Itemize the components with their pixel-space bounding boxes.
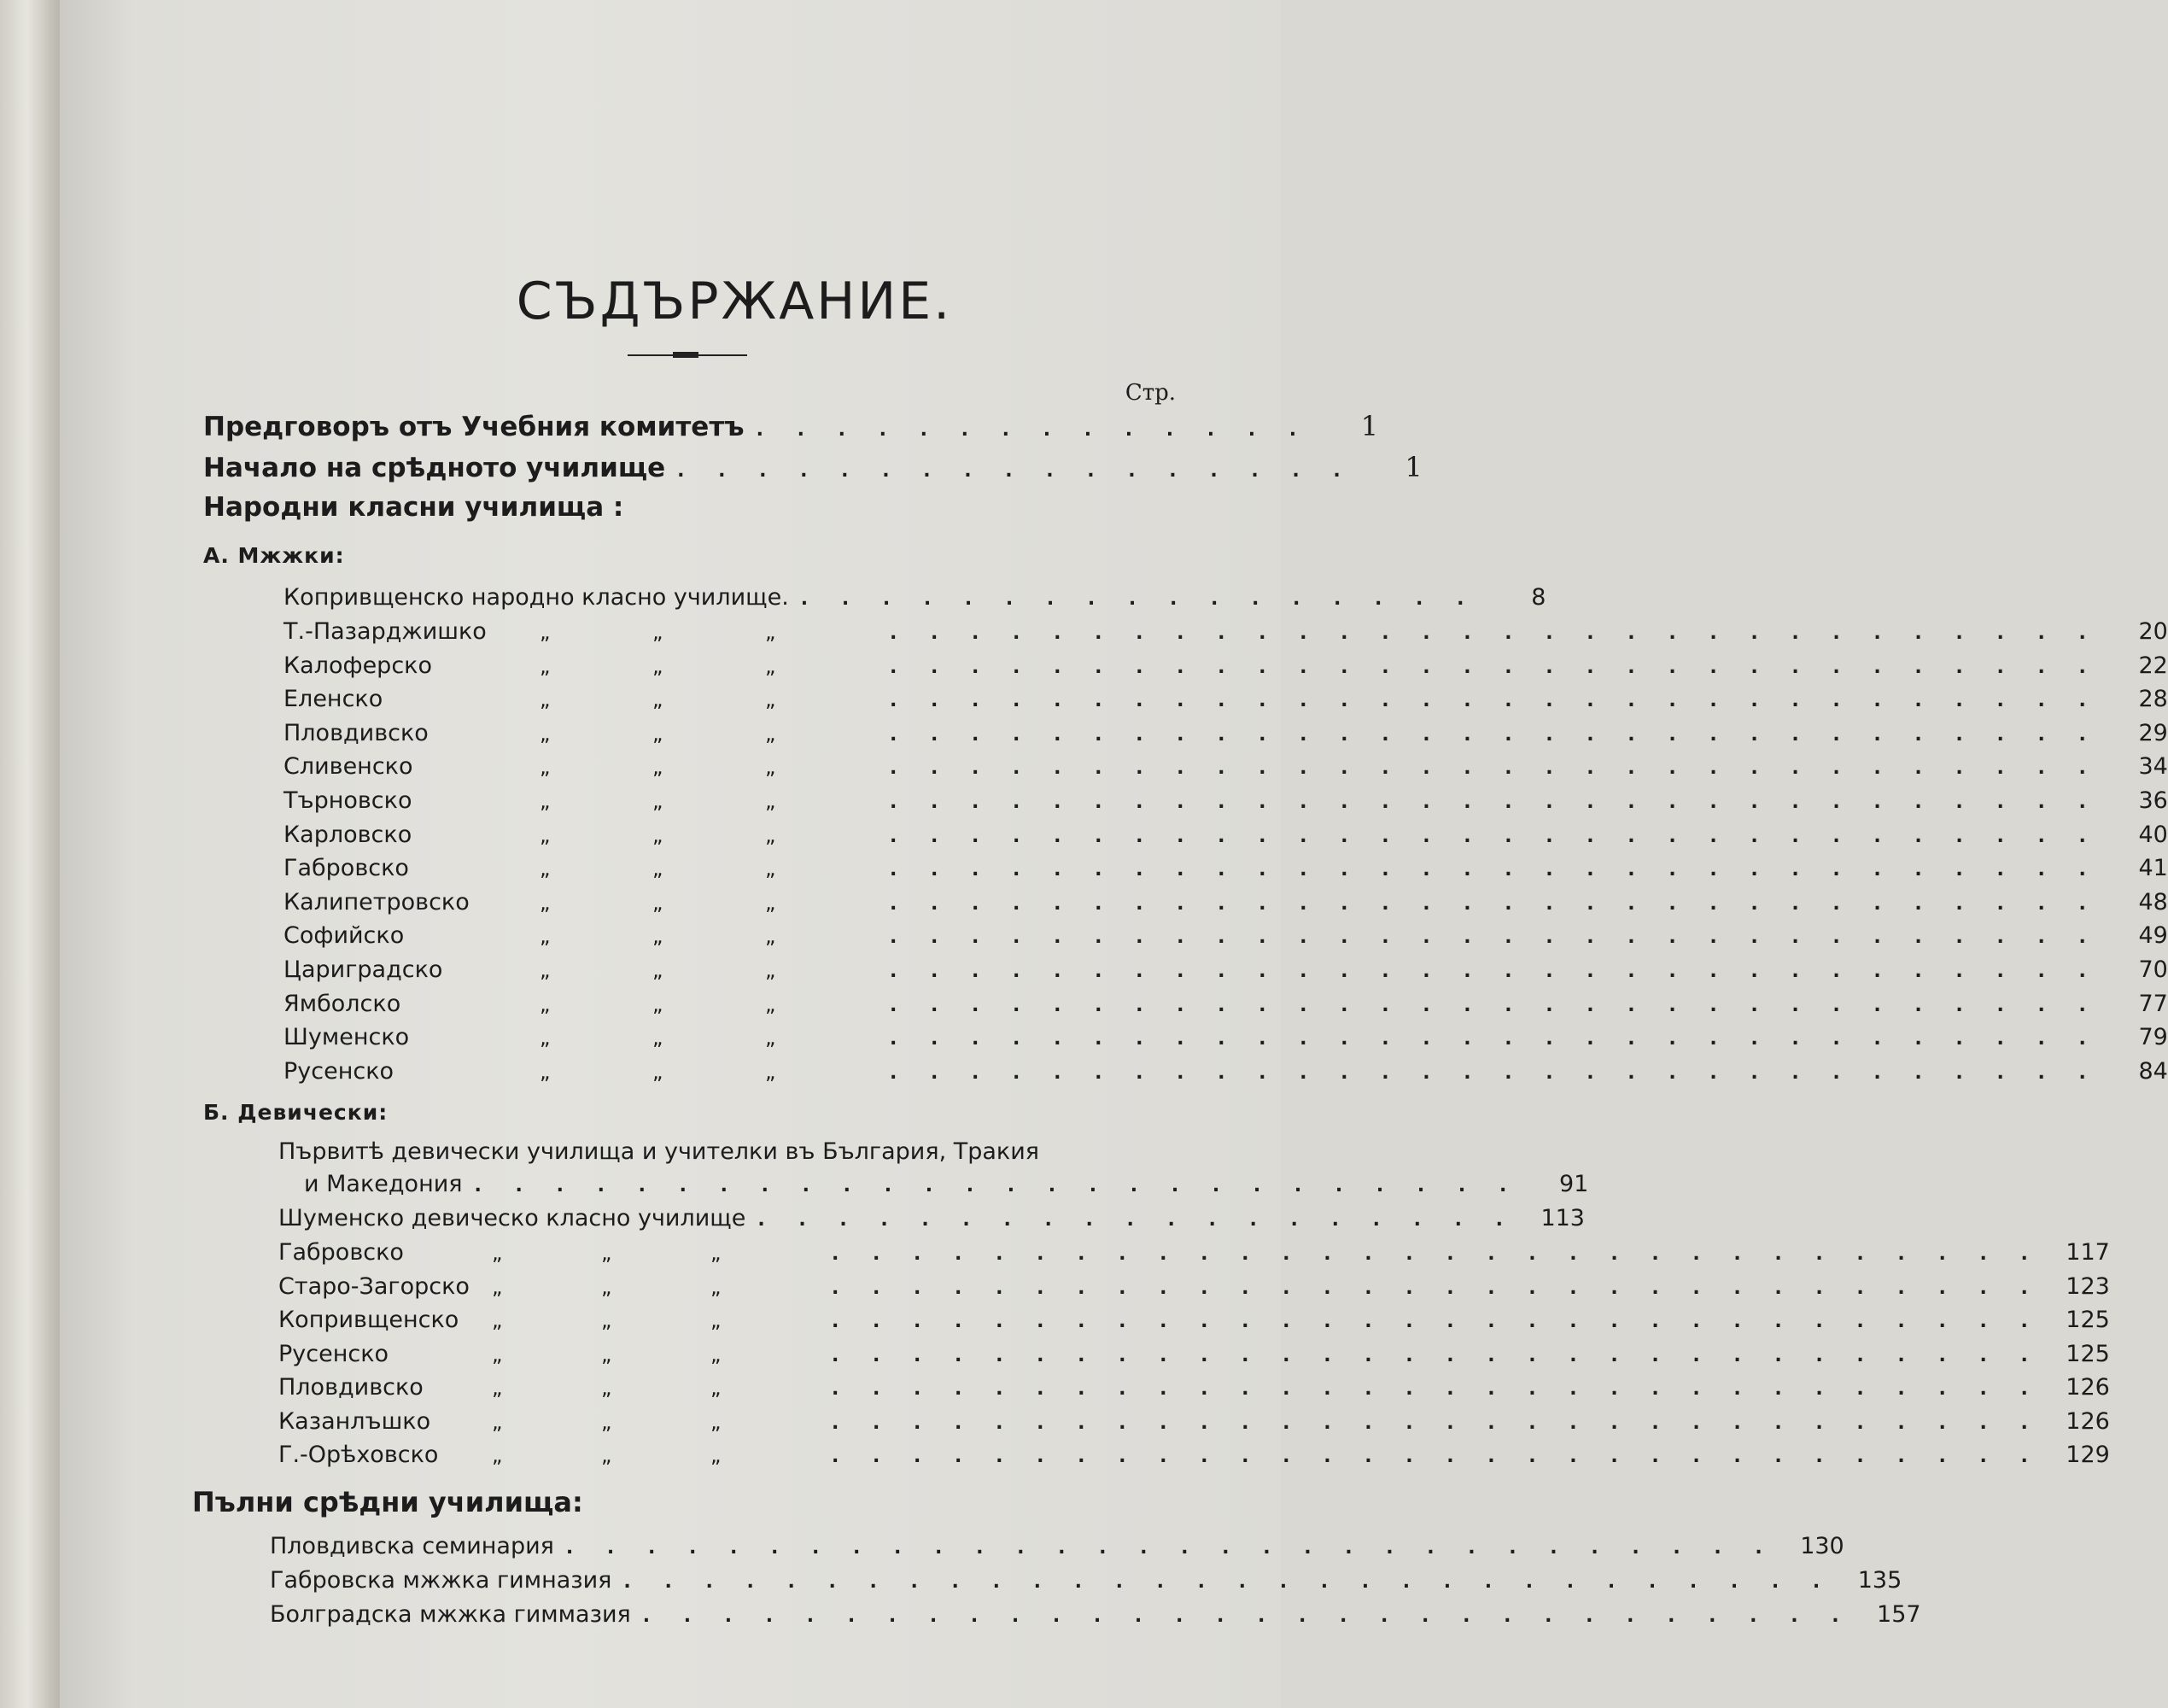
toc-entry — [283, 686, 2168, 713]
ditto-mark: „ — [492, 1376, 503, 1400]
toc-entry — [283, 584, 1546, 611]
dot-leader: . . . . . . . . . . . . . . . . . . . . . . . . . . . . . . — [832, 1277, 2042, 1299]
ditto-marks — [540, 1026, 878, 1050]
ditto-mark: „ — [540, 958, 551, 982]
toc-entry-label: Казанлъшко — [278, 1407, 431, 1435]
toc-entry-label: Еленско — [283, 686, 383, 713]
toc-entry-page: 113 — [1540, 1205, 1585, 1231]
ditto-mark: „ — [710, 1376, 722, 1400]
toc-entry — [283, 1057, 2168, 1085]
toc-entry-label: Русенско — [283, 1057, 394, 1085]
dot-leader: . . . . . . . . . . . . . . . . . . . . . . . . . . . . . . — [890, 961, 2100, 982]
toc-entry — [278, 1340, 2110, 1367]
ditto-mark: „ — [540, 687, 551, 712]
toc-entry — [283, 821, 2168, 848]
ditto-mark: „ — [710, 1308, 722, 1332]
ditto-mark: „ — [540, 1026, 551, 1050]
toc-entry-label: Габровско — [283, 855, 409, 882]
ditto-mark: „ — [652, 1059, 663, 1084]
toc-entry — [203, 451, 1423, 483]
toc-entry-page: 130 — [1800, 1533, 1844, 1559]
toc-entry-page: 29 — [2138, 719, 2168, 746]
ditto-mark: „ — [765, 1059, 776, 1084]
dot-leader: . . . . . . . . . . . . . . . . . . . . . . . . . . . . . . — [890, 1028, 2100, 1050]
toc-entry — [270, 1601, 1921, 1628]
toc-entry — [304, 1171, 1589, 1197]
toc-entry-page: 91 — [1558, 1171, 1589, 1197]
toc-entry-label: и Македония — [304, 1171, 463, 1197]
toc-entry-page: 40 — [2138, 821, 2168, 848]
ditto-mark: „ — [492, 1342, 503, 1366]
toc-entry-label: Пловдивско — [278, 1374, 424, 1401]
toc-entry — [283, 855, 2168, 882]
toc-entry — [283, 990, 2168, 1017]
toc-entry-label: Карловско — [283, 821, 412, 848]
dot-leader: . . . . . . . . . . . . . . . . . . . . . . . . . . . . . . — [890, 994, 2100, 1016]
toc-entry-page: 123 — [2066, 1272, 2110, 1300]
ditto-mark: „ — [652, 958, 663, 982]
ditto-mark: „ — [540, 890, 551, 915]
ditto-mark: „ — [710, 1443, 722, 1467]
ditto-mark: „ — [710, 1241, 722, 1265]
toc-entry — [270, 1567, 1902, 1594]
toc-entry-line — [278, 1138, 1177, 1165]
ditto-marks — [492, 1342, 820, 1366]
toc-entry-label: Търновско — [283, 787, 412, 814]
toc-entry — [283, 787, 2168, 814]
toc-entry — [283, 1024, 2168, 1051]
ditto-mark: „ — [765, 991, 776, 1016]
ditto-mark: „ — [765, 620, 776, 644]
dot-leader: . . . . . . . . . . . . . . . . . . . . . . . . . . . . . . — [890, 825, 2100, 847]
toc-entry-label: Г.-Орѣховско — [278, 1442, 439, 1468]
toc-entry — [270, 1533, 1844, 1559]
toc-entry-label: Ямболско — [283, 990, 401, 1017]
ditto-marks — [540, 620, 878, 644]
section-heading — [203, 1100, 388, 1125]
title-divider-mark — [673, 352, 698, 358]
toc-entry-page: 8 — [1531, 584, 1546, 611]
toc-entry-label: Начало на срѣдното училище — [203, 453, 666, 483]
toc-entry-label: Старо-Загорско — [278, 1272, 470, 1300]
toc-entry-page: 70 — [2138, 956, 2168, 983]
ditto-marks — [540, 1060, 878, 1084]
section-heading-label: Б. Девически: — [203, 1100, 389, 1125]
ditto-mark: „ — [765, 958, 776, 982]
toc-entry-page: 125 — [2066, 1307, 2110, 1333]
ditto-mark: „ — [652, 687, 663, 712]
ditto-mark: „ — [601, 1409, 612, 1434]
ditto-marks — [492, 1376, 820, 1400]
ditto-mark: „ — [652, 789, 663, 813]
toc-entry-label: Шуменско девическо класно училище — [278, 1205, 746, 1231]
toc-entry-label: Калипетровско — [283, 888, 470, 915]
toc-entry-page: 126 — [2066, 1407, 2110, 1435]
ditto-mark: „ — [765, 857, 776, 881]
ditto-marks — [540, 823, 878, 847]
toc-entry-label: Шуменско — [283, 1024, 410, 1051]
toc-entry — [283, 888, 2168, 915]
ditto-mark: „ — [492, 1274, 503, 1299]
dot-leader: . . . . . . . . . . . . . . . . . . . . . . . . . . . . . . — [890, 1062, 2100, 1084]
toc-entry — [283, 618, 2168, 645]
toc-entry — [283, 922, 2168, 950]
toc-entry-page: 28 — [2138, 686, 2168, 713]
toc-entry-label: Пловдивско — [283, 719, 429, 746]
toc-entry-page: 129 — [2066, 1442, 2110, 1468]
ditto-mark: „ — [765, 687, 776, 712]
toc-entry-label: Цариградско — [283, 956, 443, 983]
ditto-mark: „ — [652, 924, 663, 949]
toc-entry-page: 126 — [2066, 1374, 2110, 1401]
ditto-mark: „ — [765, 721, 776, 746]
ditto-mark: „ — [492, 1409, 503, 1434]
ditto-mark: „ — [601, 1376, 612, 1400]
page-column-header: Стр. — [1125, 380, 1176, 406]
toc-entry-label: Т.-Пазарджишко — [283, 618, 487, 645]
ditto-mark: „ — [540, 924, 551, 949]
toc-entry — [283, 956, 2168, 983]
ditto-marks — [492, 1275, 820, 1299]
ditto-marks — [540, 891, 878, 915]
dot-leader: . . . . . . . . . . . . . . . . . . . . . . . . . . . . . . — [642, 1606, 1853, 1627]
ditto-marks — [540, 992, 878, 1016]
ditto-marks — [540, 687, 878, 711]
dot-leader: . . . . . . . . . . . . . . . . . . . . . . . . . . . . . . — [832, 1243, 2042, 1265]
section-heading-label: Пълни срѣдни училища: — [192, 1486, 583, 1518]
ditto-mark: „ — [540, 1059, 551, 1084]
toc-entry — [278, 1307, 2110, 1333]
ditto-mark: „ — [492, 1241, 503, 1265]
section-heading-label: А. Мжжки: — [203, 543, 345, 568]
ditto-mark: „ — [492, 1308, 503, 1332]
dot-leader: . . . . . . . . . . . . . . . . . . . . . . . . . . . . . . — [890, 723, 2100, 746]
ditto-mark: „ — [765, 755, 776, 780]
dot-leader: . . . . . . . . . . . . . . . . . . . . . . . . . . . . . . — [890, 656, 2100, 678]
toc-entry-page: 1 — [1360, 410, 1379, 442]
ditto-mark: „ — [601, 1443, 612, 1467]
ditto-mark: „ — [765, 1026, 776, 1050]
page-title: СЪДЪРЖАНИЕ. — [516, 272, 953, 331]
ditto-mark: „ — [540, 789, 551, 813]
ditto-mark: „ — [765, 822, 776, 847]
dot-leader: . . . . . . . . . . . . . . . . . . . . . . . . . . . . . . — [565, 1537, 1776, 1559]
dot-leader: . . . . . . . . . . . . . . . . . . . . . . . . . . . . . . — [832, 1311, 2042, 1332]
dot-leader: . . . . . . . . . . . . . . . . . . . . . . . . . . . . . . — [832, 1378, 2042, 1400]
toc-entry-label: Пловдивска семинария — [270, 1533, 554, 1559]
ditto-mark: „ — [652, 991, 663, 1016]
dot-leader: . . . . . . . . . . . . . . . . . . . . . . . . . . . . . . — [890, 623, 2100, 644]
ditto-marks — [540, 857, 878, 880]
toc-entry-label: Копривщенско народно класно училище. — [283, 584, 789, 611]
dot-leader: . . . . . . . . . . . . . . . . . . . . . . . . . . . . . . — [890, 792, 2100, 813]
toc-entry-page: 20 — [2138, 618, 2168, 645]
toc-entry — [278, 1374, 2110, 1401]
ditto-mark: „ — [765, 924, 776, 949]
ditto-mark: „ — [652, 653, 663, 678]
toc-entry-label: Копривщенско — [278, 1307, 459, 1333]
dot-leader: . . . . . . . . . . . . . . . . . . . . . . . . . . . . . . — [890, 892, 2100, 915]
ditto-mark: „ — [601, 1308, 612, 1332]
section-heading — [203, 543, 345, 568]
ditto-mark: „ — [540, 991, 551, 1016]
toc-entry-page: 79 — [2138, 1024, 2168, 1051]
ditto-mark: „ — [601, 1274, 612, 1299]
ditto-mark: „ — [540, 755, 551, 780]
toc-entry-label: Габровско — [278, 1239, 404, 1266]
toc-entry — [278, 1442, 2110, 1468]
toc-entry-page: 34 — [2138, 753, 2168, 781]
dot-leader: . . . . . . . . . . . . . . . . . . . . . . . . . . . . . . — [890, 859, 2100, 881]
ditto-marks — [540, 755, 878, 779]
ditto-mark: „ — [652, 822, 663, 847]
ditto-mark: „ — [652, 620, 663, 644]
toc-entry-page: 117 — [2066, 1239, 2110, 1266]
toc-entry-label: Русенско — [278, 1340, 389, 1367]
ditto-mark: „ — [652, 755, 663, 780]
toc-entry-page: 135 — [1857, 1567, 1902, 1594]
ditto-mark: „ — [601, 1342, 612, 1366]
dot-leader: . . . . . . . . . . . . . . . . . . . — [757, 1209, 1516, 1231]
toc-entry-label: Габровска мжжка гимназия — [270, 1567, 612, 1594]
dot-leader: . . . . . . . . . . . . . . . . . . . . . . . . . . . . . . — [832, 1344, 2042, 1366]
ditto-mark: „ — [652, 1026, 663, 1050]
toc-entry — [203, 410, 1379, 442]
dot-leader: . . . . . . . . . . . . . . . . . . . . . . . . . . . . . . — [623, 1571, 1834, 1593]
toc-entry-label: Предговоръ отъ Учебния комитетъ — [203, 412, 745, 442]
ditto-mark: „ — [710, 1342, 722, 1366]
dot-leader: . . . . . . . . . . . . . . . . . . . . . . . . . . . . . . — [832, 1446, 2042, 1467]
toc-entry-page: 22 — [2138, 652, 2168, 679]
toc-entry-page: 49 — [2138, 922, 2168, 950]
toc-entry-label: Софийско — [283, 922, 405, 950]
ditto-mark: „ — [492, 1443, 503, 1467]
ditto-marks — [492, 1443, 820, 1467]
ditto-mark: „ — [540, 653, 551, 678]
toc-entry-page: 125 — [2066, 1340, 2110, 1367]
dot-leader: . . . . . . . . . . . . . . . . . . . . . . . . . . . . . . — [832, 1412, 2042, 1434]
ditto-marks — [540, 722, 878, 746]
toc-entry — [278, 1407, 2110, 1435]
ditto-mark: „ — [710, 1409, 722, 1434]
ditto-mark: „ — [765, 890, 776, 915]
dot-leader: . . . . . . . . . . . . . . . . . — [800, 588, 1478, 610]
dot-leader: . . . . . . . . . . . . . . . . . — [677, 460, 1354, 482]
ditto-mark: „ — [652, 890, 663, 915]
ditto-mark: „ — [540, 822, 551, 847]
toc-heading — [203, 492, 1178, 523]
dot-leader: . . . . . . . . . . . . . . . . . . . . . . . . . . — [474, 1175, 1521, 1196]
toc-entry-page: 157 — [1877, 1601, 1921, 1628]
toc-entry — [278, 1239, 2110, 1266]
toc-entry — [278, 1272, 2110, 1300]
toc-entry-label: Болградска мжжка гиммазия — [270, 1601, 631, 1628]
toc-entry — [283, 753, 2168, 781]
ditto-mark: „ — [710, 1274, 722, 1299]
ditto-mark: „ — [652, 721, 663, 746]
ditto-marks — [540, 789, 878, 813]
toc-entry-page: 41 — [2138, 855, 2168, 882]
toc-entry-label: Калоферско — [283, 652, 432, 679]
dot-leader: . . . . . . . . . . . . . . — [756, 419, 1311, 441]
toc-entry-page: 77 — [2138, 990, 2168, 1017]
toc-entry — [283, 719, 2168, 746]
toc-heading-label: Народни класни училища : — [203, 492, 624, 523]
toc-entry-label: Първитѣ девически училища и учителки въ България, Тракия — [278, 1138, 1040, 1165]
ditto-mark: „ — [601, 1241, 612, 1265]
ditto-mark: „ — [765, 789, 776, 813]
book-binding — [0, 0, 60, 1708]
ditto-mark: „ — [540, 857, 551, 881]
toc-entry-page: 36 — [2138, 787, 2168, 814]
dot-leader: . . . . . . . . . . . . . . . . . . . . . . . . . . . . . . — [890, 757, 2100, 780]
ditto-marks — [540, 654, 878, 678]
toc-entry — [283, 652, 2168, 679]
ditto-mark: „ — [540, 620, 551, 644]
toc-entry-page: 48 — [2138, 888, 2168, 915]
ditto-marks — [540, 958, 878, 982]
ditto-marks — [492, 1308, 820, 1332]
ditto-mark: „ — [652, 857, 663, 881]
ditto-marks — [492, 1241, 820, 1265]
toc-entry-page: 1 — [1405, 451, 1423, 483]
ditto-mark: „ — [765, 653, 776, 678]
ditto-marks — [492, 1410, 820, 1434]
toc-entry — [278, 1205, 1585, 1231]
ditto-mark: „ — [540, 721, 551, 746]
dot-leader: . . . . . . . . . . . . . . . . . . . . . . . . . . . . . . — [890, 690, 2100, 712]
toc-entry-label: Сливенско — [283, 753, 413, 781]
dot-leader: . . . . . . . . . . . . . . . . . . . . . . . . . . . . . . — [890, 927, 2100, 949]
section-heading — [192, 1486, 583, 1518]
toc-entry-page: 84 — [2138, 1057, 2168, 1085]
ditto-marks — [540, 924, 878, 948]
